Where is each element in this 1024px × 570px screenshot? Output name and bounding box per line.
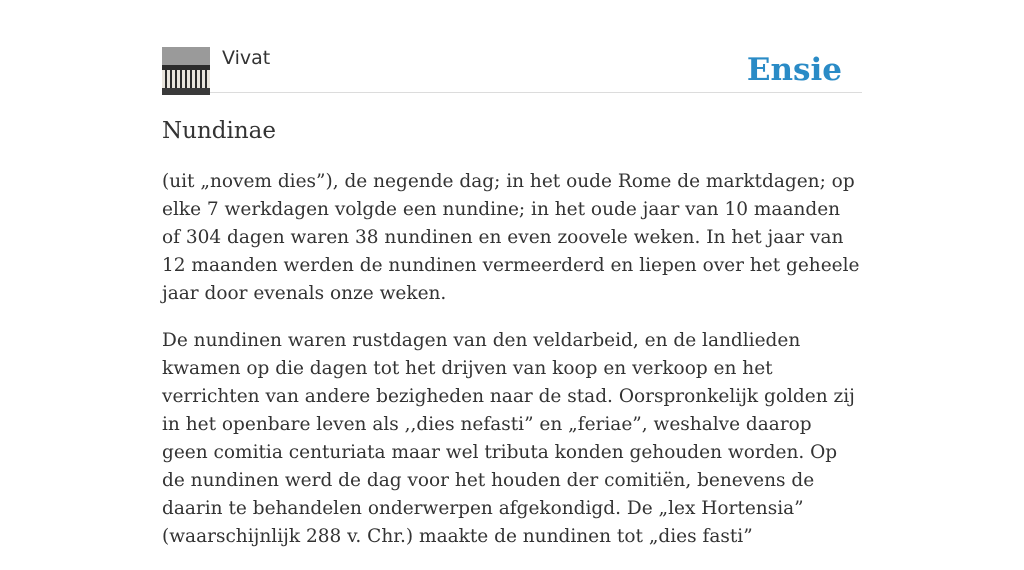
article-body (162, 168, 862, 570)
avatar[interactable] (162, 47, 210, 95)
source-name[interactable]: Vivat (222, 47, 271, 69)
article-paragraph: De nundinen waren rustdagen van den veldarbeid, en de landlieden kwamen op die dagen tot het drijven van koop en verkoop en het verrichten van andere bezigheden naar de stad. Oorspronkelijk golden zij in het openbare leven als ,,dies nefasti” en „feriae”, weshalve daarop geen comitia centuriata maar wel tributa konden gehouden worden. Op de nundinen werd de dag voor het houden der comitiën, benevens de daarin te behandelen onderwerpen afgekondigd. De „lex Hortensia” (waarschijnlijk 288 v. Chr.) maakte de nundinen tot „dies fasti” (162, 330, 855, 547)
book-spines-icon (162, 47, 210, 95)
article-paragraph: (uit „novem dies”), de negende dag; in het oude Rome de marktdagen; op elke 7 werkdagen volgde een nundine; in het oude jaar van 10 maanden of 304 dagen waren 38 nundinen en even zoovele weken. In het jaar van 12 maanden werden de nundinen vermeerderd en liepen over het geheele jaar door evenals onze weken. (162, 171, 860, 304)
header (162, 46, 862, 93)
brand-logo[interactable]: Ensie (746, 52, 842, 88)
page-title: Nundinae (162, 118, 276, 144)
